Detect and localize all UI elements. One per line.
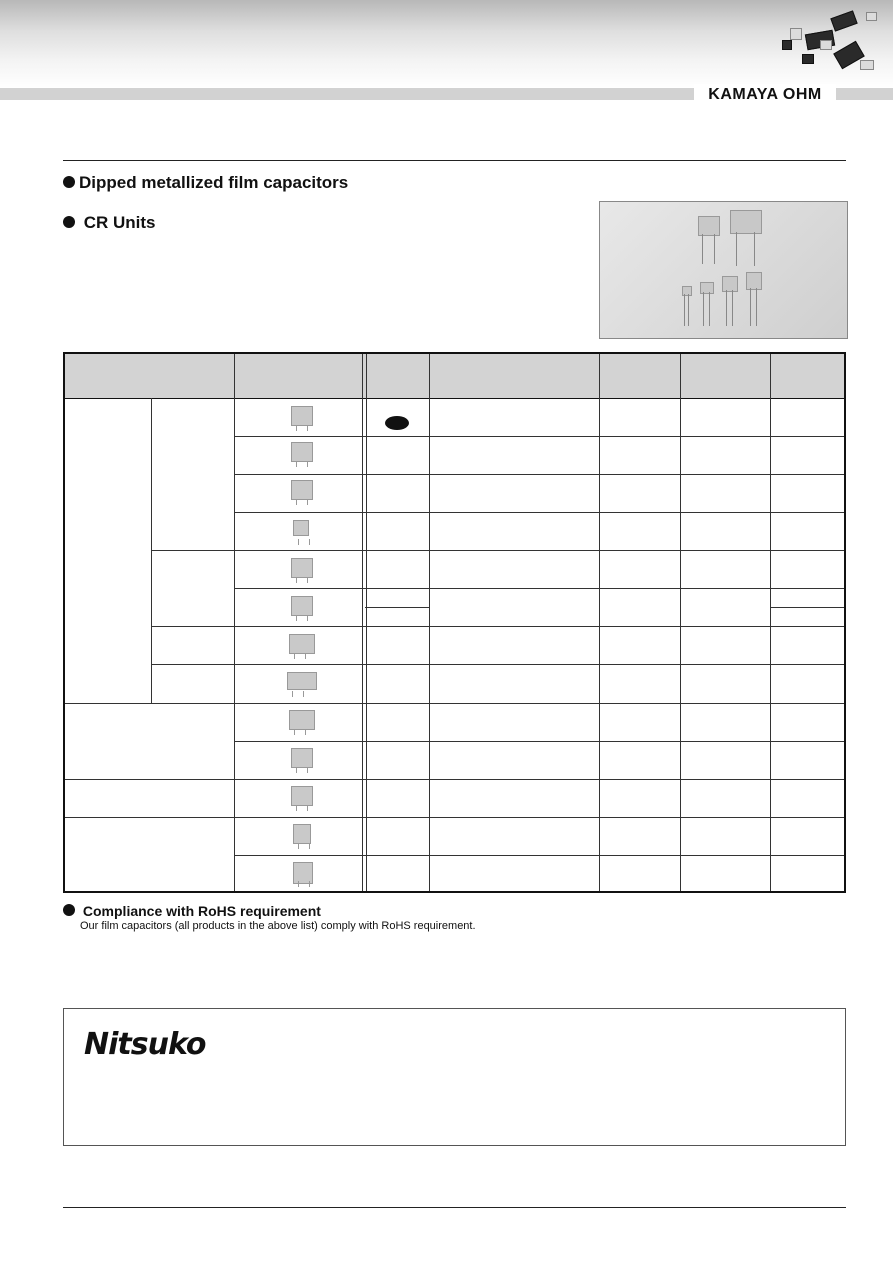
compliance-title <box>63 903 321 919</box>
section-subtitle-text: CR Units <box>83 213 156 232</box>
product-thumbnail <box>291 558 313 578</box>
table-header <box>65 354 844 399</box>
product-thumbnail <box>293 520 309 536</box>
product-thumbnail <box>291 480 313 500</box>
brand-name: KAMAYA OHM <box>694 84 836 106</box>
bullet-icon <box>63 904 75 916</box>
bullet-icon <box>63 176 75 188</box>
product-thumbnail <box>293 824 311 844</box>
product-thumbnail <box>291 442 313 462</box>
nitsuko-logo: Nitsuko <box>84 1027 206 1062</box>
partner-box <box>63 1008 846 1146</box>
top-divider <box>63 160 846 161</box>
product-thumbnail <box>293 862 313 884</box>
status-mark-icon <box>385 416 409 430</box>
product-thumbnail <box>291 596 313 616</box>
product-thumbnail <box>291 786 313 806</box>
product-thumbnail <box>291 406 313 426</box>
product-thumbnail <box>289 710 315 730</box>
compliance-title-text: Compliance with RoHS requirement <box>82 903 321 919</box>
header-banner <box>0 0 893 88</box>
product-table <box>63 352 846 893</box>
product-thumbnail <box>287 672 317 690</box>
section-subtitle <box>63 213 156 233</box>
section-title <box>63 173 348 193</box>
capacitor-photo <box>599 201 848 339</box>
section-title-text: Dipped metallized film capacitors <box>79 173 349 192</box>
bullet-icon <box>63 216 75 228</box>
compliance-text: Our film capacitors (all products in the above list) comply with RoHS requirement. <box>80 920 476 932</box>
product-thumbnail <box>291 748 313 768</box>
product-thumbnail <box>289 634 315 654</box>
bottom-divider <box>63 1207 846 1208</box>
